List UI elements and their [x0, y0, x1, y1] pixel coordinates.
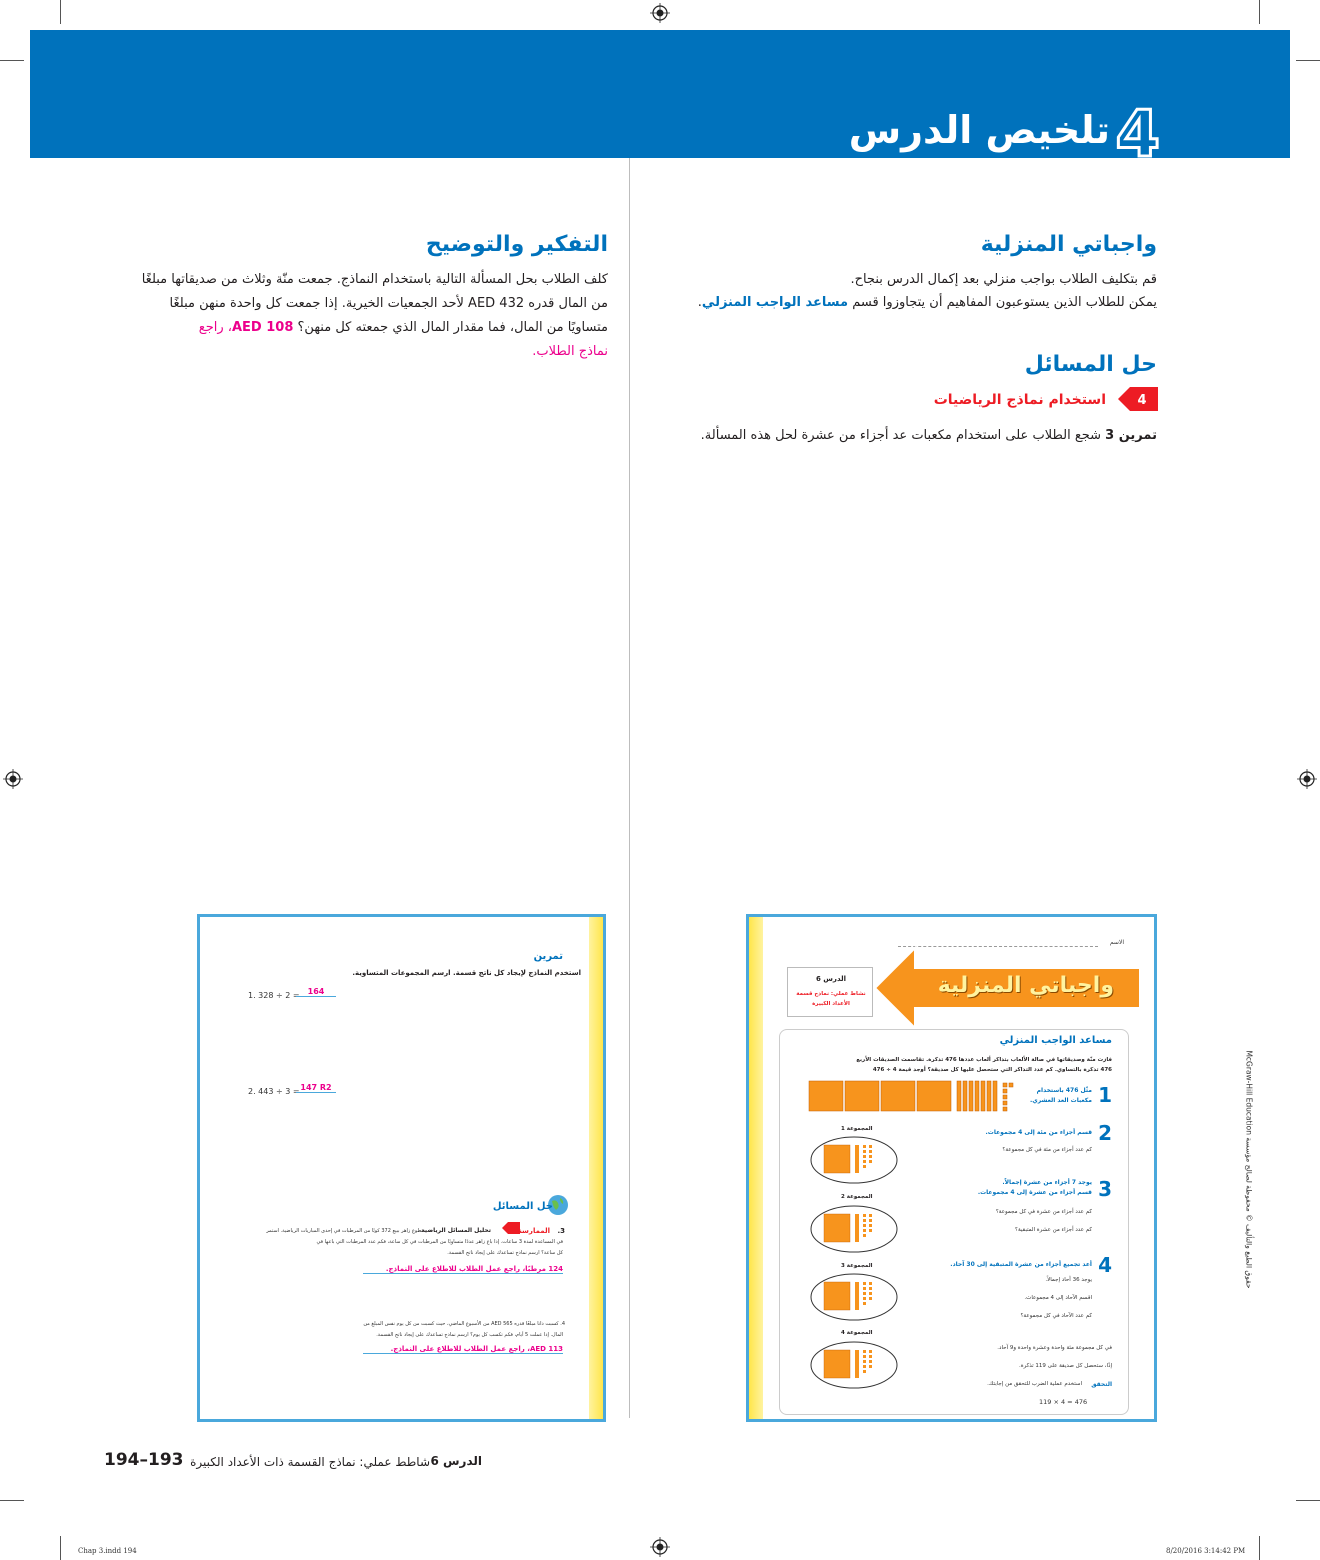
- check-label: التحقق: [1091, 1381, 1112, 1388]
- step-4-number: 4: [1098, 1253, 1112, 1277]
- slug-date: 8/20/2016 3:14:42 PM: [1166, 1547, 1246, 1555]
- footer-page-numbers: 194–193: [104, 1450, 184, 1470]
- thinking-heading: التفكير والتوضيح: [425, 232, 608, 257]
- group-3-model: [809, 1272, 899, 1322]
- practice-a2: 147 R2: [296, 1083, 336, 1093]
- step-1-text-a: مثّل 476 باستخدام: [1036, 1087, 1092, 1094]
- summary-line-1: في كل مجموعة مئة واحدة وعشرة واحدة و9 آحاد.: [997, 1345, 1112, 1351]
- crop-mark: [0, 1500, 24, 1501]
- practice-page-thumbnail: [197, 914, 606, 1422]
- practice-badge-label: استخدام نماذج الرياضيات: [933, 392, 1106, 408]
- registration-mark-icon: [650, 1537, 670, 1557]
- crop-mark: [1259, 0, 1260, 24]
- thumb-yellow-edge: [589, 917, 603, 1419]
- practice-q4-line2: المال. إذا عملت 5 أيام، فكم تكسب كل يوم؟ ارسم نماذج تساعدك على إيجاد ناتج القسمة.: [376, 1332, 563, 1338]
- practice-badge-number: 4: [1137, 393, 1147, 408]
- lesson-info-title-2: الأعداد الكبيرة: [812, 1001, 850, 1007]
- column-divider: [629, 158, 630, 1418]
- lesson-info-label: الدرس 6: [815, 975, 847, 983]
- step-3-text-c: كم عدد أجزاء من عشرة في كل مجموعة؟: [995, 1209, 1092, 1215]
- exercise-line: تمرين 3 شجع الطلاب على استخدام مكعبات عد أجزاء من عشرة لحل هذه المسألة.: [700, 428, 1157, 443]
- lesson-header-number: 4: [1115, 98, 1160, 172]
- practice-q3-line3: كل ساعة؟ ارسم نماذج تساعدك على إيجاد ناتج القسمة.: [447, 1250, 563, 1256]
- step-4-text-b: يوجد 36 آحاد إجمالاً.: [1045, 1277, 1092, 1283]
- practice-a3: 124 مرطبًا، راجع عمل الطلاب للاطلاع على النماذج.: [363, 1265, 563, 1274]
- crop-mark: [0, 60, 24, 61]
- practice-ps-heading: حل المسائل: [492, 1201, 553, 1212]
- group-4-model: [809, 1340, 899, 1390]
- helper-heading: مساعد الواجب المنزلي: [999, 1035, 1112, 1046]
- step-1-number: 1: [1098, 1083, 1112, 1107]
- practice-badge-arrow-icon: [1118, 387, 1158, 411]
- practice-q4-line1: 4. كسبت دانا مبلغًا قدره AED 565 من الأسبوع الماضي، حيث كسبت من كل يوم نفس المبلغ من: [363, 1321, 565, 1327]
- step-3-text-d: كم عدد أجزاء من عشرة المتبقية؟: [1015, 1227, 1092, 1233]
- crop-mark: [1296, 1500, 1320, 1501]
- check-text: استخدم عملية الضرب للتحقق من إجابتك.: [987, 1381, 1082, 1387]
- step-4-text-c: اقسم الآحاد إلى 4 مجموعات.: [1024, 1295, 1092, 1301]
- thinking-body: كلف الطلاب بحل المسألة التالية باستخدام النماذج. جمعت منّة وثلاث من صديقاتها مبلغًا من المال قدره AED 432 لأحد الجمعيات الخيرية. إذا جمعت كل واحدة منهن مبلغًا متساويًا من المال، فما مقدار المال الذي جمعته كل منهن؟ AED 108، راجع نماذج الطلاب.: [141, 272, 608, 359]
- step-3-text-b: قسم أجزاء من عشرة إلى 4 مجموعات.: [977, 1189, 1092, 1196]
- step-2-text-a: قسم أجزاء من مئة إلى 4 مجموعات.: [985, 1129, 1092, 1136]
- crop-mark: [1259, 1536, 1260, 1560]
- practice-title: تمرين: [533, 951, 563, 962]
- practice-q3-label: 3.: [557, 1227, 565, 1235]
- summary-line-2: إذًا، ستحصل كل صديقة على 119 تذكرة.: [1018, 1363, 1112, 1369]
- homework-line-2: يمكن للطلاب الذين يستوعبون المفاهيم أن يتجاوزوا قسم مساعد الواجب المنزلي.: [697, 295, 1157, 310]
- group-2-label: المجموعة 2: [841, 1194, 873, 1200]
- practice-q2: 2. 443 ÷ 3 =: [248, 1087, 300, 1096]
- practice-a4: AED 113، راجع عمل الطلاب للاطلاع على النماذج.: [363, 1345, 563, 1354]
- practice-instruction: استخدم النماذج لإيجاد كل ناتج قسمة. ارسم المجموعات المتساوية.: [352, 969, 581, 977]
- crop-mark: [1296, 60, 1320, 61]
- problem-solving-heading: حل المسائل: [1024, 352, 1157, 377]
- homework-page-thumbnail: [746, 914, 1157, 1422]
- lesson-header-banner: [30, 30, 1290, 172]
- homework-banner-title: واجباتي المنزلية: [937, 973, 1114, 998]
- footer-lesson-label: الدرس 6: [430, 1454, 482, 1468]
- homework-heading: واجباتي المنزلية: [980, 232, 1157, 257]
- step-3-number: 3: [1098, 1177, 1112, 1201]
- vertical-copyright: حقوق الطبع والتأليف © محفوظة لصالح مؤسسة McGraw-Hill Education: [1244, 1050, 1254, 1289]
- check-equation: 119 × 4 = 476: [1039, 1398, 1088, 1406]
- group-4-label: المجموعة 4: [841, 1330, 873, 1336]
- step-4-text-a: أعد تجميع أجزاء من عشرة المتبقية إلى 30 آحاد.: [950, 1261, 1092, 1268]
- practice-q3-line1: تطوع زاهر ببيع 372 كوبًا من المرطبات في إحدى المباريات الرياضية. استمر: [266, 1228, 423, 1234]
- base-ten-blocks-476: [807, 1079, 1027, 1113]
- step-4-text-d: كم عدد الآحاد في كل مجموعة؟: [1020, 1313, 1092, 1319]
- group-1-model: [809, 1135, 899, 1185]
- exercise-label: تمرين 3: [1105, 428, 1157, 443]
- registration-mark-icon: [1297, 769, 1317, 789]
- practice-q3-line2: في المساعدة لمدة 3 ساعات. إذا باع زاهر عددًا متساويًا من المرطبات في كل ساعة، فكم عدد المرطبات التي باعها في: [316, 1239, 563, 1245]
- lesson-info-title-1: نشاط عملي: نماذج قسمة: [796, 991, 866, 997]
- homework-body: [637, 268, 1157, 314]
- homework-helper-link[interactable]: مساعد الواجب المنزلي: [701, 295, 849, 310]
- step-1-text-b: مكعبات العد العشري.: [1030, 1097, 1092, 1104]
- group-1-label: المجموعة 1: [841, 1126, 873, 1132]
- registration-mark-icon: [3, 769, 23, 789]
- group-3-label: المجموعة 3: [841, 1263, 873, 1269]
- group-2-model: [809, 1204, 899, 1254]
- thinking-answer: AED 108: [231, 320, 294, 335]
- name-label: الاسم: [1109, 939, 1124, 946]
- practice-q1: 1. 328 ÷ 2 =: [248, 991, 300, 1000]
- footer-lesson-title: شاطط عملي: نماذج القسمة ذات الأعداد الكبيرة: [190, 1455, 430, 1469]
- crop-mark: [60, 1536, 61, 1560]
- step-2-text-b: كم عدد أجزاء من مئة في كل مجموعة؟: [1002, 1147, 1092, 1153]
- practice-q3-tag: الممارسة: [517, 1227, 550, 1235]
- lesson-header-title: تلخيص الدرس: [848, 108, 1110, 152]
- practice-a1: 164: [296, 987, 336, 997]
- helper-intro-1: فازت منّة وصديقاتها في صالة الألعاب بتذاكر ألعاب عددها 476 تذكرة. تقاسمت الصديقات الأربع: [856, 1057, 1112, 1063]
- helper-intro-2: 476 تذكرة بالتساوي. كم عدد التذاكر التي ستحصل عليها كل صديقة؟ أوجد قيمة 4 ÷ 476: [872, 1067, 1112, 1073]
- crop-mark: [60, 0, 61, 24]
- homework-line-1: قم بتكليف الطلاب بواجب منزلي بعد إكمال الدرس بنجاح.: [850, 272, 1157, 287]
- slug-file: Chap 3.indd 194: [78, 1547, 137, 1555]
- thumb-yellow-edge: [749, 917, 763, 1419]
- registration-mark-icon: [650, 3, 670, 23]
- step-2-number: 2: [1098, 1121, 1112, 1145]
- step-3-text-a: يوجد 7 أجزاء من عشرة إجمالاً.: [1002, 1179, 1092, 1186]
- practice-q3-tag2: تحليل المسائل الرياضية: [421, 1227, 491, 1234]
